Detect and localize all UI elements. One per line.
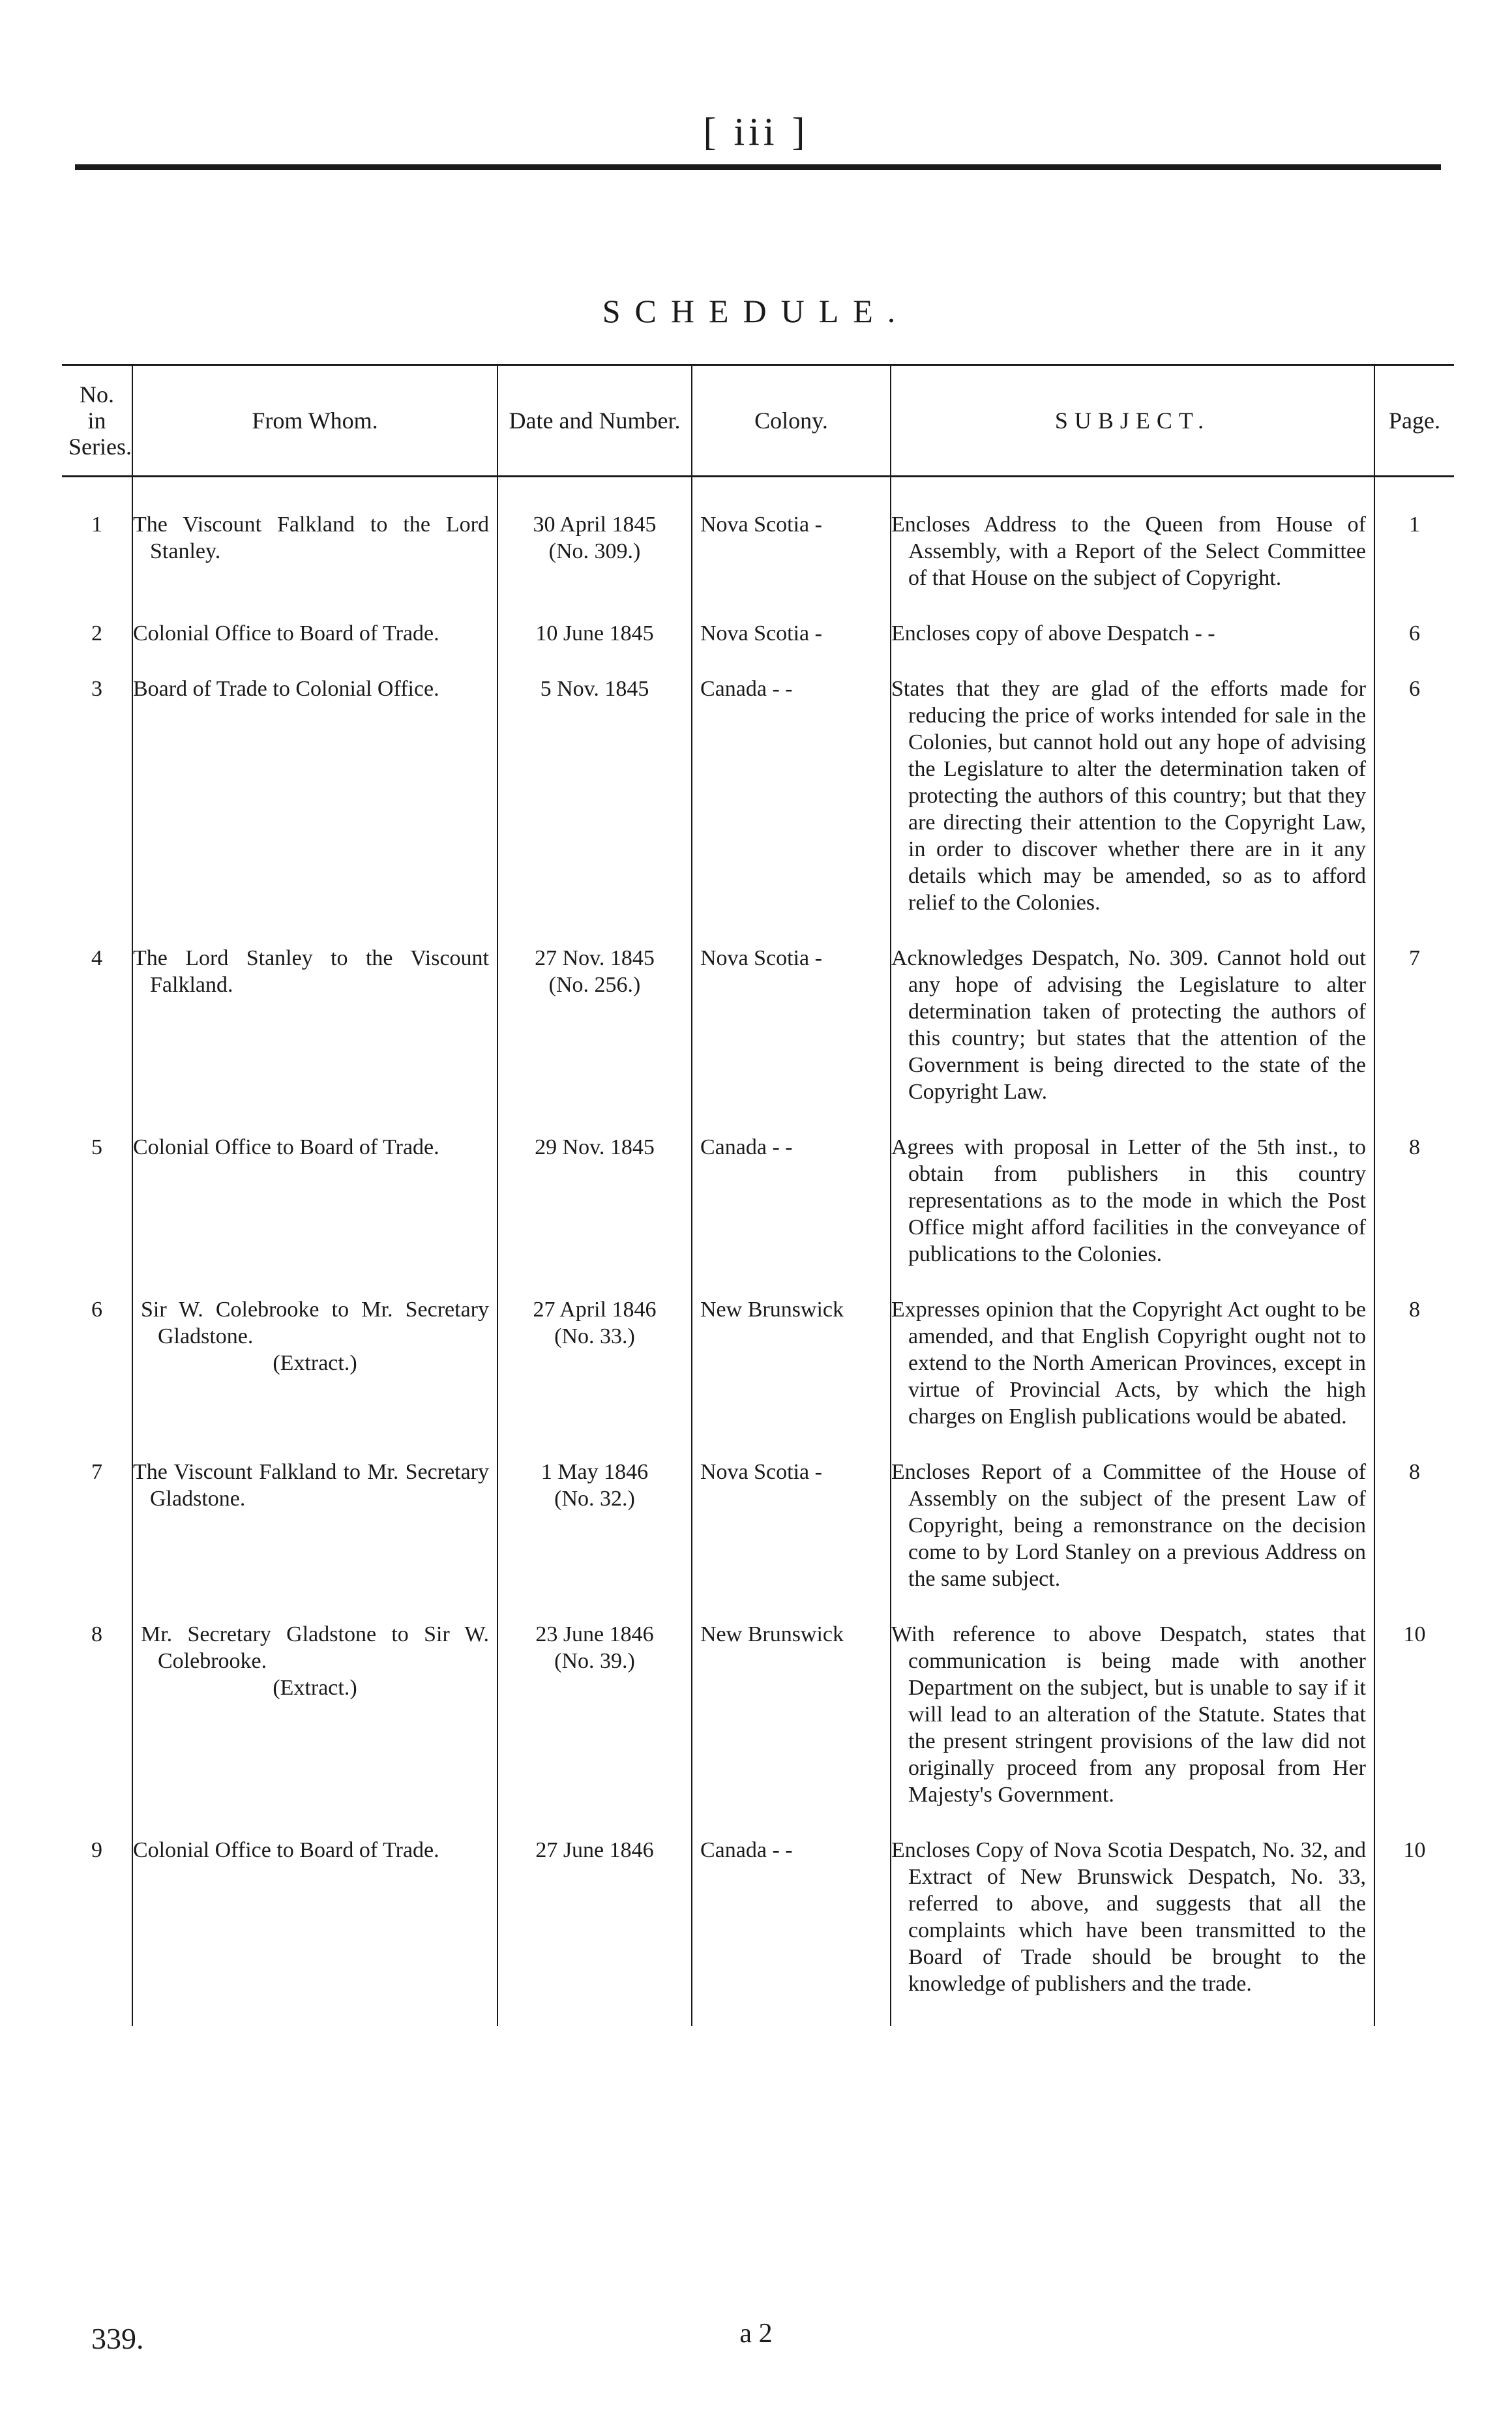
table-row [62,945,1454,1134]
header-rule [75,164,1441,170]
row-number: 3 [91,677,102,701]
row-subject: With reference to above Despatch, states that communication is being made with another Department on the subject, but is unable to say if it will lead to an alteration of the Statute. States that the present stringent provisions of the law did not originally proceed from any proposal from Her Majesty's Government. [891,1621,1374,1837]
row-from-text: Sir W. Colebrooke to Mr. Secretary Gladstone. [141,1298,489,1348]
row-colony: New Brunswick [692,1621,891,1837]
row-date-value: 23 June 1846 [535,1622,654,1646]
row-subject: Acknowledges Despatch, No. 309. Cannot hold out any hope of advising the Legislature to alter determination taken of protecting the authors of this country; but states that the attention of the Government is being directed to the state of the Copyright Law. [891,945,1374,1134]
column-header-colony: Colony. [692,365,891,477]
table-row [62,1134,1454,1296]
row-subject: Encloses Copy of Nova Scotia Despatch, No. 32, and Extract of New Brunswick Despatch, No. 33, referred to above, and suggests that all the complaints which have been transmitted to the Board of Trade should be brought to the knowledge of publishers and the trade. [891,1837,1374,2026]
row-colony: Canada - - [692,1837,891,2026]
row-date-value: 1 May 1846 [541,1460,649,1484]
table-row [62,1296,1454,1459]
row-date [497,676,692,945]
page-title: SCHEDULE. [602,293,910,329]
row-despatch-number: (No. 39.) [554,1649,635,1673]
row-from: The Viscount Falkland to the Lord Stanley. [132,477,497,621]
row-date [497,477,692,621]
row-date-value: 5 Nov. 1845 [540,677,649,701]
row-subject: Agrees with proposal in Letter of the 5th inst., to obtain from publishers in this country representations as to the mode in which the Post Office might afford facilities in the conveyance of publications to the Colonies. [891,1134,1374,1296]
table-row [62,477,1454,621]
row-from-text: Mr. Secretary Gladstone to Sir W. Colebrooke. [141,1622,489,1673]
table-header-row [62,365,1454,477]
row-number: 6 [91,1298,102,1322]
table-row [62,676,1454,945]
row-page: 10 [1374,1621,1454,1837]
row-number: 2 [91,621,102,646]
row-from: The Lord Stanley to the Viscount Falkland. [132,945,497,1134]
row-page: 1 [1374,477,1454,621]
row-colony: Nova Scotia - [692,945,891,1134]
row-despatch-number: (No. 256.) [548,973,641,997]
row-subject: Encloses copy of above Despatch - - [891,620,1374,676]
row-date [497,1459,692,1621]
row-number: 5 [91,1135,102,1159]
row-date-value: 27 June 1846 [535,1838,654,1862]
table-row [62,1459,1454,1621]
row-date-value: 10 June 1845 [535,621,654,646]
row-subject: Encloses Report of a Committee of the House of Assembly on the subject of the present Law of Copyright, being a remonstrance on the decision come to by Lord Stanley on a previous Address on the same subject. [891,1459,1374,1621]
column-header-from: From Whom. [132,365,497,477]
row-colony: Canada - - [692,676,891,945]
row-date [497,1621,692,1837]
row-from [132,1621,497,1837]
row-subject: Expresses opinion that the Copyright Act ought to be amended, and that English Copyright ought not to extend to the North American Provinces, except in virtue of Provincial Acts, by which the high charges on English publications would be abated. [891,1296,1374,1459]
row-date [497,1837,692,2026]
row-despatch-number: (No. 33.) [554,1324,635,1348]
table-row [62,620,1454,676]
row-subject: States that they are glad of the efforts made for reducing the price of works intended for sale in the Colonies, but cannot hold out any hope of advising the Legislature to alter the determination taken of protecting the authors of this country; but that they are directing their attention to the Copyright Law, in order to discover whether there are in it any details which may be amended, so as to afford relief to the Colonies. [891,676,1374,945]
row-extract-note: (Extract.) [273,1351,357,1375]
row-date [497,1296,692,1459]
row-date-value: 27 Nov. 1845 [535,946,655,970]
row-page: 7 [1374,945,1454,1134]
row-colony: Nova Scotia - [692,477,891,621]
row-date-value: 27 April 1846 [533,1298,657,1322]
row-number: 7 [91,1460,102,1484]
row-from: Colonial Office to Board of Trade. [132,1837,497,2026]
schedule-table [62,364,1454,2026]
row-date [497,945,692,1134]
row-date-value: 29 Nov. 1845 [535,1135,655,1159]
row-extract-note: (Extract.) [273,1676,357,1700]
row-number: 1 [91,513,102,537]
row-from: Colonial Office to Board of Trade. [132,1134,497,1296]
column-header-date: Date and Number. [497,365,692,477]
table-row [62,1837,1454,2026]
row-despatch-number: (No. 309.) [548,539,641,563]
column-header-no: No. in Series. [62,365,132,477]
row-number: 4 [91,946,102,970]
row-from: Board of Trade to Colonial Office. [132,676,497,945]
row-from [132,1296,497,1459]
row-page: 10 [1374,1837,1454,2026]
row-page: 6 [1374,676,1454,945]
print-number: 339. [91,2322,144,2355]
row-colony: Nova Scotia - [692,1459,891,1621]
row-page: 8 [1374,1459,1454,1621]
row-number: 9 [91,1838,102,1862]
row-date [497,620,692,676]
row-number: 8 [91,1622,102,1646]
column-header-page: Page. [1374,365,1454,477]
row-despatch-number: (No. 32.) [554,1487,635,1511]
row-date-value: 30 April 1845 [533,513,657,537]
row-subject: Encloses Address to the Queen from House of Assembly, with a Report of the Select Committee of that House on the subject of Copyright. [891,477,1374,621]
signature-mark: a 2 [739,2319,773,2349]
page-number: [ iii ] [703,110,809,153]
row-date [497,1134,692,1296]
row-from: Colonial Office to Board of Trade. [132,620,497,676]
row-from: The Viscount Falkland to Mr. Secretary Gladstone. [132,1459,497,1621]
row-page: 6 [1374,620,1454,676]
row-colony: Nova Scotia - [692,620,891,676]
row-colony: New Brunswick [692,1296,891,1459]
row-colony: Canada - - [692,1134,891,1296]
row-page: 8 [1374,1296,1454,1459]
row-page: 8 [1374,1134,1454,1296]
table-row [62,1621,1454,1837]
column-header-subject: SUBJECT. [891,365,1374,477]
